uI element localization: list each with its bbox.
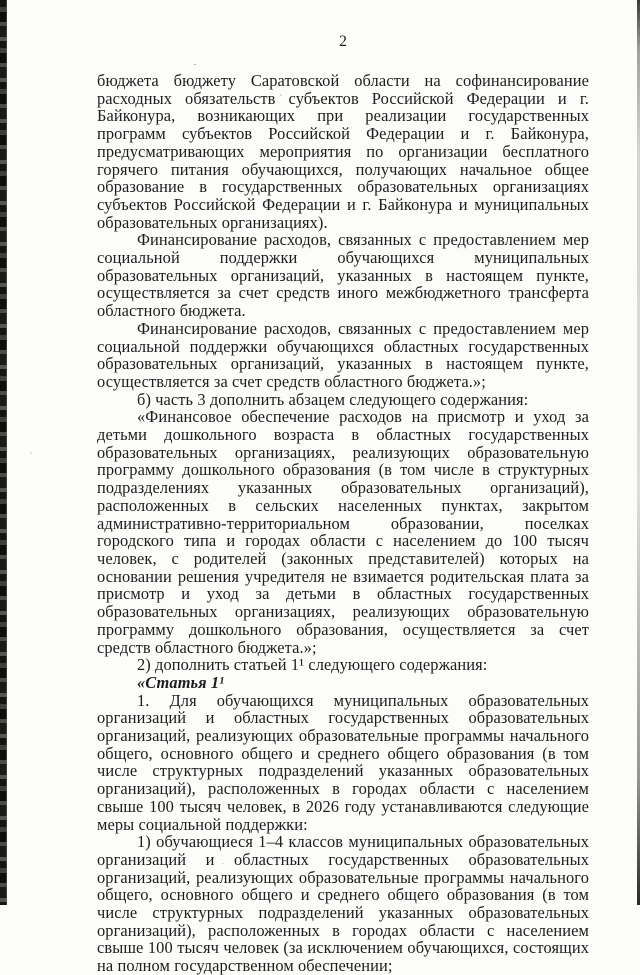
paragraph-continuation-budget: бюджета бюджету Саратовской области на софинансирование расходных обязательств субъектов Российской Федерации и г. Байконура, возникающих при реализации государственных программ субъектов Российской Федерации и г. Байконура, предусматривающих мероприятия по организации бесплатного горячего питания обучающихся, получающих начальное общее образование в государственных образовательных организациях субъектов Российской Федерации и г. Байконура и муниципальных образовательных организациях). — [97, 71, 589, 232]
paragraph-item-2-add-article: 2) дополнить статьей 1¹ следующего содержания: — [137, 655, 488, 675]
article-1-1-heading: «Статья 1¹ — [137, 672, 225, 692]
scan-binding-edge-left — [0, 0, 7, 905]
paragraph-financing-municipal: Финансирование расходов, связанных с предоставлением мер социальной поддержки обучающихся муниципальных образовательных организаций, указанных в настоящем пункте, осуществляется за счет средств иного межбюджетного трансферта областного бюджета. — [97, 230, 589, 321]
paragraph-article-point-1: 1. Для обучающихся муниципальных образовательных организаций и областных государственных образовательных организаций, реализующих образовательные программы начального общего, основного общего и среднего общего образования (в том числе структурных подразделений указанных образовательных организаций), расположенных в городах области с населением свыше 100 тысяч человек, в 2026 году устанавливаются следующие меры социальной поддержки: — [97, 690, 589, 834]
paragraph-financing-regional: Финансирование расходов, связанных с предоставлением мер социальной поддержки обучающихся областных государственных образовательных организаций, указанных в настоящем пункте, осуществляется за счет средств областного бюджета.»; — [97, 318, 589, 391]
page-number: 2 — [339, 33, 347, 50]
scan-speck — [30, 452, 32, 454]
document-body — [97, 72, 589, 975]
paragraph-item-b-part3: б) часть 3 дополнить абзацем следующего содержания: — [137, 389, 529, 409]
scan-speck — [194, 64, 196, 65]
paragraph-financial-provision-preschool: «Финансовое обеспечение расходов на присмотр и уход за детьми дошкольного возраста в областных государственных образовательных организациях, реализующих образовательную программу дошкольного образования (в том числе в структурных подразделениях указанных образовательных организаций), расположенных в сельских населенных пунктах, закрытом административно-территориальном образовании, поселках городского типа и городах области с населением до 100 тысяч человек, с родителей (законных представителей) которых на основании решения учредителя не взимается родительская плата за присмотр и уход за детьми в областных государственных образовательных организациях, реализующих образовательную программу дошкольного образования, осуществляется за счет средств областного бюджета.»; — [97, 407, 589, 657]
paragraph-article-subpoint-1: 1) обучающиеся 1–4 классов муниципальных образовательных организаций и областных государственных образовательных организаций, реализующих образовательные программы начального общего, основного общего и среднего общего образования (в том числе структурных подразделений указанных образовательных организаций), расположенных в городах области с населением свыше 100 тысяч человек (за исключением обучающихся, состоящих на полном государственном обеспечении; — [97, 832, 589, 975]
